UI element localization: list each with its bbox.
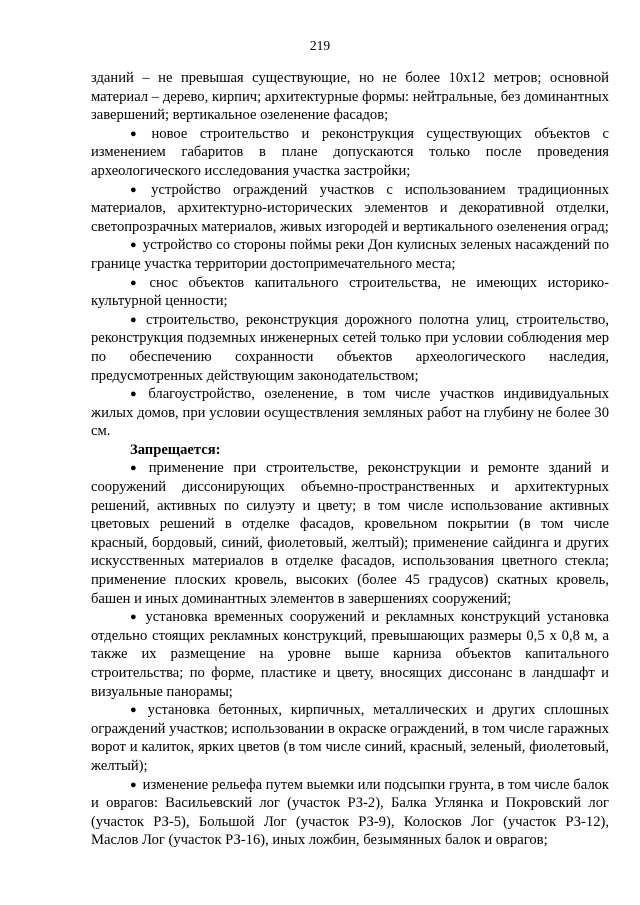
bullet-icon: ●	[130, 778, 137, 791]
allowed-item-text: снос объектов капитального строительства, не имеющих историко-культурной ценности;	[91, 274, 609, 310]
prohibited-item-text: изменение рельефа путем выемки или подсыпки грунта, в том числе балок и оврагов: Васильевский лог (участок РЗ-2), Балка Углянка и Покровский лог (участок РЗ-5), Большой Лог (участок РЗ-9), Колосков Лог (участок РЗ-12), Маслов Лог (участок РЗ-16), иных ложбин, безымянных балок и оврагов;	[91, 776, 609, 849]
allowed-item	[91, 125, 609, 181]
allowed-item-text: новое строительство и реконструкция существующих объектов с изменением габаритов в плане допускаются только после проведения археологического исследования участка застройки;	[91, 125, 609, 179]
prohibited-item-text: применение при строительстве, реконструкции и ремонте зданий и сооружений диссонирующих объемно-пространственных и архитектурных решений, активных по силуэту и цвету; в том числе использование активных цветовых решений в отделке фасадов, кровельном покрытии (в том числе красный, бордовый, синий, фиолетовый, желтый); применение сайдинга и других искусственных материалов в отделке фасадов, использования цветного стекла; применение плоских кровель, высоких (более 45 градусов) скатных кровель, башен и иных доминантных элементов в завершениях сооружений;	[91, 460, 609, 607]
allowed-item-text: устройство ограждений участков с использованием традиционных материалов, архитектурно-исторических элементов и декоративной отделки, светопрозрачных материалов, живых изгородей и вертикального озеленения оград;	[91, 181, 609, 235]
bullet-icon: ●	[130, 462, 143, 475]
bullet-icon: ●	[130, 313, 140, 326]
allowed-item-text: строительство, реконструкция дорожного полотна улиц, строительство, реконструкция подземных инженерных сетей только при условии соблюдения мер по обеспечению сохранности объектов археологического наследия, предусмотренных действующим законодательством;	[91, 311, 609, 384]
bullet-icon: ●	[130, 239, 137, 252]
prohibited-item	[91, 776, 609, 850]
allowed-item-text: устройство со стороны поймы реки Дон кулисных зеленых насаждений по границе участка территории достопримечательного места;	[91, 237, 609, 272]
prohibited-item-text: установка временных сооружений и рекламных конструкций установка отдельно стоящих рекламных конструкций, превышающих размеры 0,5 х 0,8 м, а также их размещение на уровне выше карниза объектов капитального строительства; по форме, пластике и цвету, вносящих диссонанс в ландшафт и визуальные панорамы;	[91, 609, 609, 700]
allowed-item	[91, 236, 609, 273]
allowed-item	[91, 181, 609, 237]
bullet-icon: ●	[130, 388, 143, 401]
allowed-item	[91, 311, 609, 385]
document-body	[91, 69, 609, 850]
page-number: 219	[309, 38, 331, 53]
bullet-icon: ●	[130, 127, 146, 140]
prohibited-item	[91, 459, 609, 608]
allowed-item	[91, 385, 609, 441]
bullet-icon: ●	[130, 183, 146, 196]
prohibited-item	[91, 701, 609, 775]
bullet-icon: ●	[130, 611, 140, 624]
bullet-icon: ●	[130, 704, 142, 717]
intro-paragraph: зданий – не превышая существующие, но не более 10х12 метров; основной материал – дерево, кирпич; архитектурные формы: нейтральные, без доминантных завершений; вертикальное озеленение фасадов;	[91, 70, 609, 124]
allowed-item-text: благоустройство, озеленение, в том числе участков индивидуальных жилых домов, при условии осуществления земляных работ на глубину не более 30 см.	[91, 386, 609, 440]
prohibited-item-text: установка бетонных, кирпичных, металлических и других сплошных ограждений участков; использовании в окраске ограждений, в том числе гаражных ворот и калиток, ярких цветов (в том числе синий, красный, зеленый, фиолетовый, желтый);	[91, 702, 609, 774]
prohibited-item	[91, 608, 609, 701]
allowed-item	[91, 274, 609, 311]
prohibited-heading: Запрещается:	[130, 441, 221, 458]
bullet-icon: ●	[130, 276, 144, 289]
